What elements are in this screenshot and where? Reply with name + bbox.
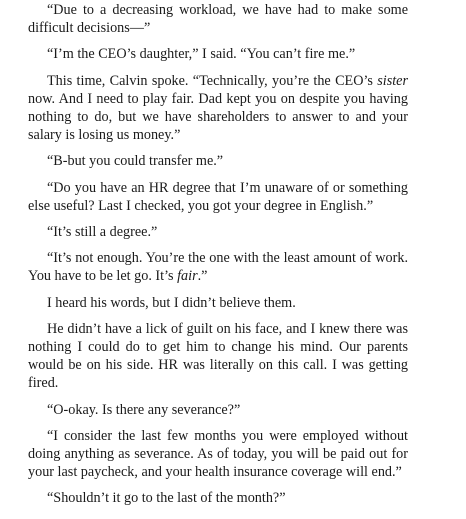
paragraph-5 [28, 179, 408, 215]
paragraph-12 [28, 489, 408, 507]
italic-emphasis: sister [377, 72, 408, 89]
paragraph-text: “O-okay. Is there any severance?” [47, 401, 241, 418]
paragraph-3 [28, 72, 408, 144]
paragraph-text: “I consider the last few months you were employed without doing anything as severance. As of today, you will be paid out for your last paycheck, and your health insurance coverage will end.” [28, 427, 408, 480]
paragraph-text: He didn’t have a lick of guilt on his face, and I knew there was nothing I could do to get him to change his mind. Our parents would be on his side. HR was literally on this call. I was getting fired. [28, 321, 408, 392]
paragraph-9 [28, 320, 408, 392]
paragraph-text: “I’m the CEO’s daughter,” I said. “You can’t fire me.” [47, 46, 356, 63]
paragraph-10 [28, 401, 408, 419]
paragraph-text: “Shouldn’t it go to the last of the month?” [47, 490, 286, 507]
paragraph-text: This time, Calvin spoke. “Technically, you’re the CEO’s [47, 72, 378, 89]
paragraph-2 [28, 45, 408, 63]
paragraph-6 [28, 223, 408, 241]
italic-emphasis: fair [177, 268, 198, 285]
paragraph-text: “Due to a decreasing workload, we have had to make some difficult decisions—” [28, 2, 408, 36]
paragraph-4 [28, 152, 408, 170]
paragraph-text: “Do you have an HR degree that I’m unaware of or something else useful? Last I checked, you got your degree in English.” [28, 179, 408, 214]
paragraph-text: “It’s still a degree.” [47, 223, 158, 240]
paragraph-text: .” [197, 268, 208, 285]
paragraph-text: “B-but you could transfer me.” [47, 153, 224, 170]
paragraph-1 [28, 1, 408, 37]
paragraph-text: now. And I need to play fair. Dad kept you on despite you having nothing to do, but we have shareholders to answer to and your salary is losing us money.” [28, 90, 408, 143]
paragraph-text: I heard his words, but I didn’t believe them. [47, 294, 296, 311]
paragraph-text: “It’s not enough. You’re the one with the least amount of work. You have to be let go. It’s [28, 250, 408, 285]
paragraph-8 [28, 294, 408, 312]
paragraph-7 [28, 249, 408, 285]
book-page [28, 1, 408, 516]
paragraph-11 [28, 427, 408, 481]
